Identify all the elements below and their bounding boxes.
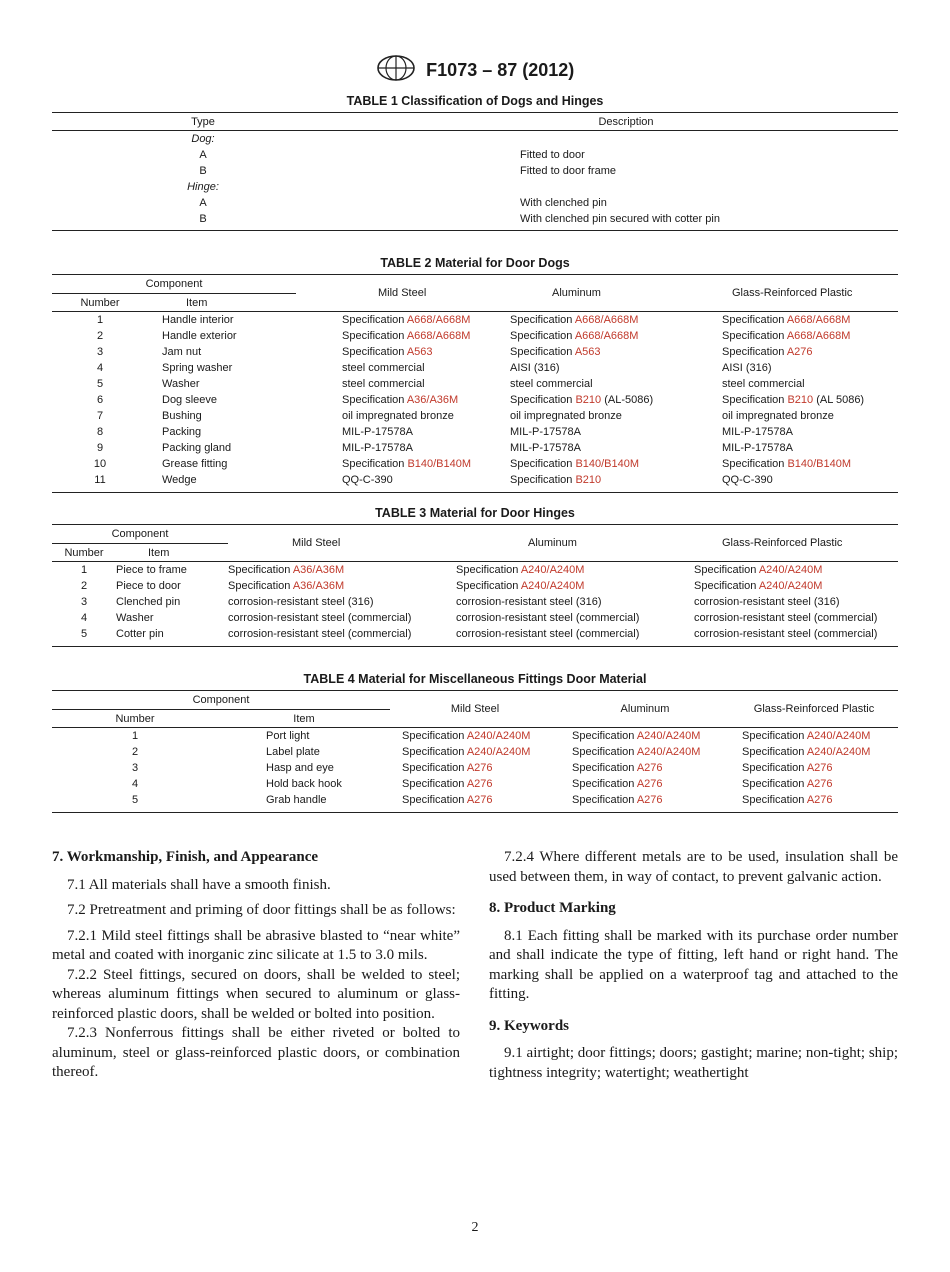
alum-cell xyxy=(560,744,730,760)
item-cell: Handle exterior xyxy=(162,330,237,342)
number-cell: 5 xyxy=(131,794,139,806)
spec-text: MIL-P-17578A xyxy=(722,426,793,438)
paragraph-7-2: 7.2 Pretreatment and priming of door fittings shall be as follows: xyxy=(67,902,456,918)
table-row xyxy=(52,195,898,211)
spec-reference-link[interactable]: A668/A668M xyxy=(574,330,639,342)
grp-cell xyxy=(730,760,898,776)
description-cell xyxy=(354,131,898,147)
paragraph-7-2-3: 7.2.3 Nonferrous fittings shall be either riveted or bolted to aluminum, steel or glass-reinforced plastic doors, or combination thereof. xyxy=(52,1025,460,1080)
table2-header-grp: Glass-Reinforced Plastic xyxy=(732,287,853,299)
spec-reference-link[interactable]: A240/A240M xyxy=(466,746,531,758)
mild-cell xyxy=(390,760,560,776)
table-row xyxy=(52,728,898,744)
spec-text: Specification xyxy=(742,762,807,774)
table-row xyxy=(52,163,898,179)
astm-logo-icon xyxy=(376,54,416,87)
alum-cell xyxy=(502,312,720,328)
mild-cell xyxy=(296,472,502,488)
item-cell: Washer xyxy=(116,612,154,624)
spec-text: Specification xyxy=(510,314,575,326)
mild-cell xyxy=(296,312,502,328)
table2-header-component: Component xyxy=(52,275,296,294)
type-cell: A xyxy=(199,197,207,209)
alum-cell xyxy=(456,562,694,578)
table-padding xyxy=(52,488,898,492)
table3-header-number: Number xyxy=(64,546,104,559)
item-cell: Piece to door xyxy=(116,580,181,592)
spec-text: Specification xyxy=(742,794,807,806)
spec-text: Specification xyxy=(402,762,467,774)
paragraph-9-1: 9.1 airtight; door fittings; doors; gastight; marine; non-tight; ship; tightness integrity; watertight; weathertight xyxy=(489,1045,898,1081)
spec-text: oil impregnated bronze xyxy=(342,410,454,422)
spec-reference-link[interactable]: A668/A668M xyxy=(406,330,471,342)
spec-reference-link[interactable]: B210 xyxy=(575,474,602,486)
page-header xyxy=(0,54,950,87)
spec-reference-link[interactable]: B140/B140M xyxy=(787,458,852,470)
mild-cell xyxy=(296,376,502,392)
mild-cell xyxy=(296,440,502,456)
alum-cell xyxy=(456,578,694,594)
number-cell: 2 xyxy=(80,580,88,592)
table-row xyxy=(52,328,898,344)
grp-cell xyxy=(694,610,898,626)
left-column xyxy=(52,848,460,1089)
item-cell: Grab handle xyxy=(266,794,327,806)
table-row xyxy=(52,792,898,808)
spec-text: steel commercial xyxy=(342,362,425,374)
number-cell: 3 xyxy=(96,346,104,358)
type-cell: Dog: xyxy=(191,133,215,145)
grp-cell xyxy=(720,424,898,440)
table-row xyxy=(52,344,898,360)
spec-text: corrosion-resistant steel (316) xyxy=(228,596,374,608)
alum-cell xyxy=(502,360,720,376)
table-row xyxy=(52,440,898,456)
table-row xyxy=(52,424,898,440)
table2-header-mild-steel: Mild Steel xyxy=(378,287,427,299)
item-cell: Label plate xyxy=(266,746,320,758)
alum-cell xyxy=(560,776,730,792)
number-cell: 3 xyxy=(131,762,139,774)
grp-cell xyxy=(694,578,898,594)
spec-text: Specification xyxy=(456,564,521,576)
spec-text: MIL-P-17578A xyxy=(342,426,413,438)
table3-header-grp: Glass-Reinforced Plastic xyxy=(722,537,843,549)
table-row xyxy=(52,408,898,424)
table4-header-mild-steel: Mild Steel xyxy=(450,703,500,715)
table3 xyxy=(52,524,898,647)
spec-reference-link[interactable]: A36/A36M xyxy=(292,564,345,576)
spec-text: Specification xyxy=(342,458,408,470)
spec-reference-link[interactable]: A240/A240M xyxy=(466,730,531,742)
table-row xyxy=(52,312,898,328)
spec-text: Specification xyxy=(228,580,293,592)
spec-reference-link[interactable]: A240/A240M xyxy=(806,746,871,758)
spec-reference-link[interactable]: A276 xyxy=(466,794,493,806)
spec-text: AISI (316) xyxy=(722,362,772,374)
paragraph-7-2-4: 7.2.4 Where different metals are to be used, insulation shall be used between them, in way of contact, to prevent galvanic action. xyxy=(489,849,898,885)
table-row xyxy=(52,626,898,642)
spec-reference-link[interactable]: A36/A36M xyxy=(292,580,345,592)
table4-header-aluminum: Aluminum xyxy=(620,703,670,715)
spec-text: Specification xyxy=(402,746,467,758)
item-cell: Clenched pin xyxy=(116,596,181,608)
mild-cell xyxy=(296,328,502,344)
number-cell: 5 xyxy=(80,628,88,640)
item-cell: Wedge xyxy=(162,474,197,486)
table-row xyxy=(52,131,898,147)
alum-cell xyxy=(560,728,730,744)
section-7-heading: 7. Workmanship, Finish, and Appearance xyxy=(52,849,319,865)
spec-reference-link[interactable]: A240/A240M xyxy=(806,730,871,742)
mild-cell xyxy=(390,792,560,808)
description-cell: Fitted to door frame xyxy=(520,165,616,177)
item-cell: Jam nut xyxy=(162,346,202,358)
table4-caption: TABLE 4 Material for Miscellaneous Fittings Door Material xyxy=(303,672,647,686)
spec-text: corrosion-resistant steel (commercial) xyxy=(694,628,878,640)
alum-cell xyxy=(502,328,720,344)
spec-text: Specification xyxy=(510,394,576,406)
spec-text: steel commercial xyxy=(342,378,425,390)
spec-text: MIL-P-17578A xyxy=(342,442,413,454)
right-column xyxy=(489,848,898,1089)
spec-text: MIL-P-17578A xyxy=(510,426,581,438)
mild-cell xyxy=(296,408,502,424)
spec-text: corrosion-resistant steel (commercial) xyxy=(456,612,640,624)
mild-cell xyxy=(390,728,560,744)
spec-text: Specification xyxy=(722,330,787,342)
alum-cell xyxy=(456,594,694,610)
spec-text: steel commercial xyxy=(722,378,805,390)
spec-reference-link[interactable]: A563 xyxy=(406,346,433,358)
table2-header-number: Number xyxy=(80,296,120,309)
spec-text: Specification xyxy=(572,746,637,758)
mild-cell xyxy=(390,744,560,760)
grp-cell xyxy=(720,408,898,424)
spec-text: Specification xyxy=(402,794,467,806)
spec-text: corrosion-resistant steel (commercial) xyxy=(694,612,878,624)
number-cell: 2 xyxy=(131,746,139,758)
number-cell: 10 xyxy=(93,458,107,470)
grp-cell xyxy=(730,792,898,808)
description-cell: With clenched pin secured with cotter pin xyxy=(520,213,720,225)
grp-cell xyxy=(694,626,898,642)
number-cell: 4 xyxy=(96,362,104,374)
spec-text: oil impregnated bronze xyxy=(510,410,622,422)
spec-text: Specification xyxy=(722,346,787,358)
alum-cell xyxy=(502,392,720,408)
spec-reference-link[interactable]: A668/A668M xyxy=(574,314,639,326)
table4-header-number: Number xyxy=(115,712,155,725)
type-cell: A xyxy=(199,149,207,161)
spec-text: oil impregnated bronze xyxy=(722,410,834,422)
table3-header-aluminum: Aluminum xyxy=(528,537,577,549)
spec-text: Specification xyxy=(722,314,787,326)
spec-text: Specification xyxy=(228,564,293,576)
number-cell: 3 xyxy=(80,596,88,608)
spec-reference-link[interactable]: A276 xyxy=(636,794,663,806)
table-padding xyxy=(52,642,898,646)
table-row xyxy=(52,594,898,610)
spec-text: corrosion-resistant steel (316) xyxy=(694,596,840,608)
mild-cell xyxy=(228,594,456,610)
paragraph-7-2-2: 7.2.2 Steel fittings, secured on doors, shall be welded to steel; whereas aluminum fittings when secured to aluminum or glass-reinforced plastic doors, shall be welded or bolted into position. xyxy=(52,966,460,1022)
table-row xyxy=(52,776,898,792)
number-cell: 4 xyxy=(80,612,88,624)
spec-reference-link[interactable]: A240/A240M xyxy=(520,564,585,576)
item-cell: Washer xyxy=(162,378,200,390)
spec-reference-link[interactable]: A240/A240M xyxy=(636,730,701,742)
spec-reference-link[interactable]: A36/A36M xyxy=(406,394,459,406)
grp-cell xyxy=(720,312,898,328)
item-cell: Hasp and eye xyxy=(266,762,334,774)
table-row xyxy=(52,562,898,578)
spec-text: Specification xyxy=(742,778,807,790)
spec-text: Specification xyxy=(510,474,576,486)
grp-cell xyxy=(730,728,898,744)
spec-reference-link[interactable]: A668/A668M xyxy=(406,314,471,326)
item-cell: Cotter pin xyxy=(116,628,164,640)
number-cell: 6 xyxy=(96,394,104,406)
grp-cell xyxy=(720,344,898,360)
table-row xyxy=(52,147,898,163)
spec-text: Specification xyxy=(342,314,407,326)
spec-reference-link[interactable]: B210 xyxy=(575,394,602,406)
table-row xyxy=(52,472,898,488)
mild-cell xyxy=(296,360,502,376)
alum-cell xyxy=(502,456,720,472)
grp-cell xyxy=(720,328,898,344)
alum-cell xyxy=(456,610,694,626)
table1-caption: TABLE 1 Classification of Dogs and Hinges xyxy=(346,94,604,108)
spec-suffix: (AL-5086) xyxy=(601,394,654,406)
alum-cell xyxy=(502,344,720,360)
spec-reference-link[interactable]: A240/A240M xyxy=(636,746,701,758)
spec-text: corrosion-resistant steel (316) xyxy=(456,596,602,608)
document-designation: F1073 – 87 (2012) xyxy=(426,60,575,80)
spec-text: Specification xyxy=(572,762,637,774)
spec-text: corrosion-resistant steel (commercial) xyxy=(228,628,412,640)
number-cell: 7 xyxy=(96,410,104,422)
spec-text: Specification xyxy=(510,330,575,342)
spec-reference-link[interactable]: A276 xyxy=(466,778,493,790)
grp-cell xyxy=(730,776,898,792)
spec-text: Specification xyxy=(342,346,407,358)
description-cell xyxy=(354,179,898,195)
table-padding xyxy=(52,808,898,812)
spec-text: steel commercial xyxy=(510,378,593,390)
spec-text: Specification xyxy=(510,346,575,358)
table-row xyxy=(52,760,898,776)
spec-text: Specification xyxy=(722,458,788,470)
number-cell: 11 xyxy=(94,474,106,486)
item-cell: Grease fitting xyxy=(162,458,228,470)
table-row xyxy=(52,211,898,227)
table-row xyxy=(52,578,898,594)
spec-reference-link[interactable]: A668/A668M xyxy=(786,330,851,342)
table-row xyxy=(52,610,898,626)
spec-suffix: (AL 5086) xyxy=(813,394,865,406)
number-cell: 1 xyxy=(96,314,104,326)
mild-cell xyxy=(228,562,456,578)
mild-cell xyxy=(390,776,560,792)
item-cell: Spring washer xyxy=(162,362,233,374)
spec-text: AISI (316) xyxy=(510,362,560,374)
table2 xyxy=(52,274,898,493)
spec-reference-link[interactable]: A563 xyxy=(574,346,601,358)
spec-text: Specification xyxy=(722,394,788,406)
spec-reference-link[interactable]: A240/A240M xyxy=(758,580,823,592)
page-number: 2 xyxy=(471,1220,479,1235)
grp-cell xyxy=(720,440,898,456)
item-cell: Port light xyxy=(266,730,310,742)
spec-reference-link[interactable]: B210 xyxy=(787,394,814,406)
type-cell: B xyxy=(199,165,207,177)
table2-caption: TABLE 2 Material for Door Dogs xyxy=(380,256,570,270)
alum-cell xyxy=(502,408,720,424)
table3-header-item: Item xyxy=(148,546,170,559)
spec-text: Specification xyxy=(456,580,521,592)
grp-cell xyxy=(720,360,898,376)
grp-cell xyxy=(694,594,898,610)
alum-cell xyxy=(560,760,730,776)
spec-reference-link[interactable]: A276 xyxy=(636,762,663,774)
alum-cell xyxy=(502,472,720,488)
grp-cell xyxy=(694,562,898,578)
section-9-heading: 9. Keywords xyxy=(489,1017,569,1034)
mild-cell xyxy=(296,344,502,360)
table-padding xyxy=(52,227,898,230)
alum-cell xyxy=(456,626,694,642)
number-cell: 5 xyxy=(96,378,104,390)
mild-cell xyxy=(296,392,502,408)
spec-reference-link[interactable]: A276 xyxy=(636,778,663,790)
grp-cell xyxy=(720,392,898,408)
spec-text: Specification xyxy=(572,730,637,742)
alum-cell xyxy=(502,440,720,456)
number-cell: 9 xyxy=(96,442,104,454)
spec-text: QQ-C-390 xyxy=(342,474,393,486)
spec-text: corrosion-resistant steel (commercial) xyxy=(456,628,640,640)
table3-header-component: Component xyxy=(52,525,228,544)
table1-header-type: Type xyxy=(191,115,215,128)
spec-text: Specification xyxy=(572,794,637,806)
mild-cell xyxy=(296,456,502,472)
table3-caption: TABLE 3 Material for Door Hinges xyxy=(375,506,575,520)
number-cell: 1 xyxy=(80,564,88,576)
type-cell: B xyxy=(199,213,207,225)
mild-cell xyxy=(228,610,456,626)
spec-text: Specification xyxy=(342,330,407,342)
item-cell: Piece to frame xyxy=(116,564,187,576)
grp-cell xyxy=(720,456,898,472)
spec-text: Specification xyxy=(510,458,576,470)
alum-cell xyxy=(560,792,730,808)
table-row xyxy=(52,360,898,376)
spec-text: Specification xyxy=(742,730,807,742)
spec-text: MIL-P-17578A xyxy=(722,442,793,454)
number-cell: 1 xyxy=(131,730,139,742)
alum-cell xyxy=(502,376,720,392)
spec-reference-link[interactable]: A276 xyxy=(806,794,833,806)
spec-reference-link[interactable]: B140/B140M xyxy=(407,458,472,470)
spec-text: Specification xyxy=(342,394,407,406)
number-cell: 8 xyxy=(96,426,104,438)
table4 xyxy=(52,690,898,813)
type-cell: Hinge: xyxy=(187,181,219,193)
table4-header-component: Component xyxy=(52,691,390,710)
table4-header-item: Item xyxy=(293,712,315,725)
item-cell: Handle interior xyxy=(162,314,234,326)
spec-text: Specification xyxy=(694,580,759,592)
paragraph-7-2-1: 7.2.1 Mild steel fittings shall be abrasive blasted to “near white” metal and coated with inorganic zinc silicate at 1.5 to 3.0 mils. xyxy=(52,927,460,963)
alum-cell xyxy=(502,424,720,440)
table2-header-item: Item xyxy=(186,296,208,309)
spec-text: Specification xyxy=(402,778,467,790)
spec-text: corrosion-resistant steel (commercial) xyxy=(228,612,412,624)
item-cell: Bushing xyxy=(162,410,202,422)
paragraph-8-1: 8.1 Each fitting shall be marked with its purchase order number and shall indicate the type of fitting, left hand or right hand. The marking shall be applied on a waterproof tag and attached to the fitting. xyxy=(489,927,898,1002)
table-row xyxy=(52,179,898,195)
item-cell: Packing xyxy=(162,426,202,438)
spec-reference-link[interactable]: A276 xyxy=(806,778,833,790)
table1-header-description: Description xyxy=(598,115,654,128)
number-cell: 2 xyxy=(96,330,104,342)
grp-cell xyxy=(720,472,898,488)
table-row xyxy=(52,392,898,408)
mild-cell xyxy=(228,626,456,642)
mild-cell xyxy=(228,578,456,594)
spec-reference-link[interactable]: B140/B140M xyxy=(575,458,640,470)
table1 xyxy=(52,112,898,231)
spec-reference-link[interactable]: A240/A240M xyxy=(520,580,585,592)
spec-reference-link[interactable]: A240/A240M xyxy=(758,564,823,576)
grp-cell xyxy=(720,376,898,392)
table2-header-aluminum: Aluminum xyxy=(552,287,601,299)
table-row xyxy=(52,376,898,392)
item-cell: Dog sleeve xyxy=(162,394,218,406)
mild-cell xyxy=(296,424,502,440)
paragraph-7-1: 7.1 All materials shall have a smooth finish. xyxy=(67,876,331,893)
spec-reference-link[interactable]: A276 xyxy=(466,762,493,774)
spec-text: Specification xyxy=(742,746,807,758)
grp-cell xyxy=(730,744,898,760)
spec-text: QQ-C-390 xyxy=(722,474,773,486)
description-cell: With clenched pin xyxy=(520,197,607,209)
spec-reference-link[interactable]: A668/A668M xyxy=(786,314,851,326)
spec-text: Specification xyxy=(694,564,759,576)
spec-text: Specification xyxy=(402,730,467,742)
spec-reference-link[interactable]: A276 xyxy=(786,346,813,358)
number-cell: 4 xyxy=(131,778,139,790)
item-cell: Packing gland xyxy=(162,442,232,454)
description-cell: Fitted to door xyxy=(520,149,585,161)
item-cell: Hold back hook xyxy=(266,778,342,790)
table4-header-grp: Glass-Reinforced Plastic xyxy=(753,703,875,715)
table-row xyxy=(52,744,898,760)
spec-text: MIL-P-17578A xyxy=(510,442,581,454)
table3-header-mild-steel: Mild Steel xyxy=(292,537,341,549)
section-8-heading: 8. Product Marking xyxy=(489,900,616,916)
spec-text: Specification xyxy=(572,778,637,790)
spec-reference-link[interactable]: A276 xyxy=(806,762,833,774)
table-row xyxy=(52,456,898,472)
